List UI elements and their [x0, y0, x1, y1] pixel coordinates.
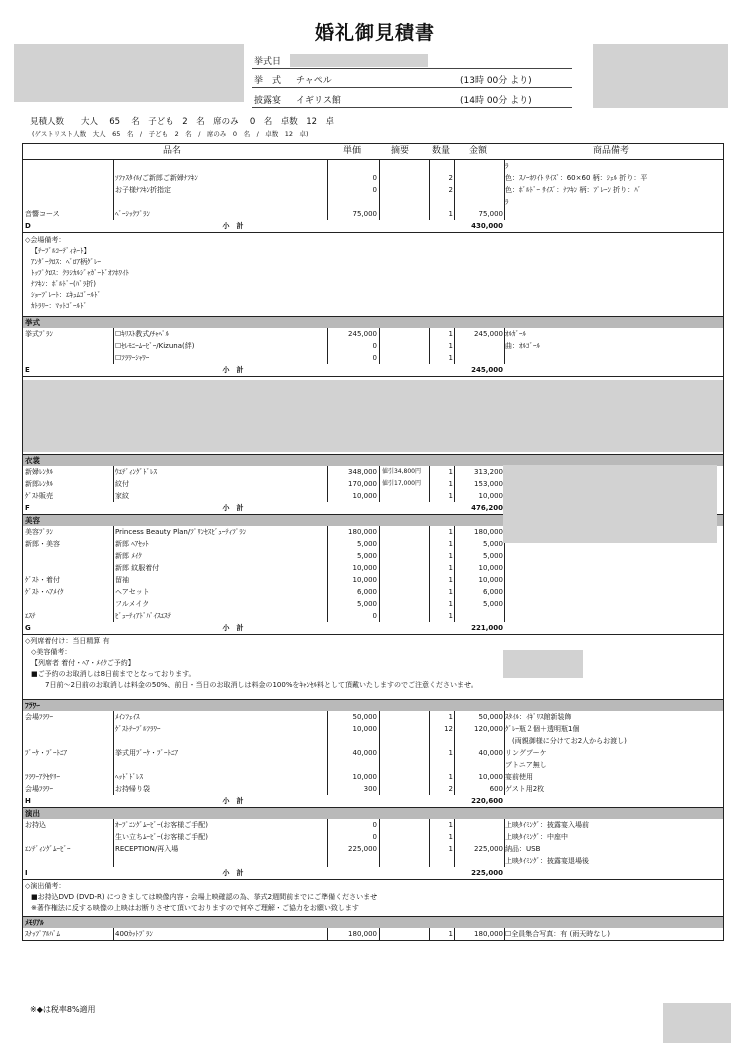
price-cell: 10,000	[352, 576, 377, 584]
note-line: ■ご予約のお取消しは8日前までとなっております。	[31, 670, 196, 678]
section-memorial: ﾒﾓﾘｱﾙ	[23, 917, 723, 928]
price-cell	[333, 735, 377, 747]
price-cell: 0	[372, 833, 377, 841]
ceremony-row	[23, 328, 723, 340]
redacted-costume-remarks	[503, 465, 717, 543]
amount-cell: 10,000	[478, 492, 503, 500]
subtotal-d: D 小 計 430,000	[23, 220, 723, 233]
production-row	[23, 855, 723, 867]
item-name-cell: RECEPTION/再入場	[115, 845, 179, 853]
remark-cell: 上映ﾀｲﾐﾝｸﾞ：披露宴入場前	[505, 821, 589, 829]
remark-cell: (両親御様に分けてお2人からお渡し)	[505, 737, 627, 745]
category-cell	[25, 855, 113, 867]
price-cell	[333, 160, 377, 172]
qty-cell: 2	[448, 174, 453, 182]
reception-time: (14時 00分 より)	[460, 96, 532, 106]
venue-row	[23, 208, 723, 220]
flower-row	[23, 759, 723, 771]
amount-cell: 120,000	[474, 725, 503, 733]
qty-cell: 1	[448, 749, 453, 757]
note-line: 【列席者 着付・ﾍｱ・ﾒｲｸご予約】	[31, 659, 135, 667]
remark-cell: ブトニア無し	[505, 761, 547, 769]
remark-cell: 納品：USB	[505, 845, 541, 853]
item-name-cell: ｳｴﾃﾞｨﾝｸﾞﾄﾞﾚｽ	[115, 468, 157, 476]
remark-cell: 宴前使用	[505, 773, 533, 781]
note-line: ｶﾄﾗﾘｰ：ﾏｯﾄｺﾞｰﾙﾄﾞ	[31, 302, 87, 310]
price-cell: 10,000	[352, 492, 377, 500]
remark-cell: ゲスト用2枚	[505, 785, 545, 793]
item-name-cell: ヘアセット	[115, 588, 150, 596]
item-name-cell: Princess Beauty Plan/ﾌﾟﾘﾝｾｽﾋﾞｭｰﾃｨﾌﾟﾗﾝ	[115, 528, 247, 536]
price-cell: 0	[372, 821, 377, 829]
amount-cell: 5,000	[482, 552, 503, 560]
category-cell: 挙式ﾌﾟﾗﾝ	[25, 330, 53, 338]
guest-list-count: (ゲストリスト人数 大人 65 名 / 子ども 2 名 / 席のみ 0 名 / 卓数 12 卓)	[32, 130, 309, 138]
note-line: ■お持込DVD (DVD-R) につきましては映像内容・会場上映確認の為、挙式2週間前までにご準備くださいませ	[31, 893, 378, 901]
item-name-cell: 新郎 ﾒｲｸ	[115, 552, 142, 560]
note-line: ◇美容備考：	[31, 648, 72, 656]
section-ceremony: 挙式	[23, 317, 723, 328]
item-name-cell: ☐ｷﾘｽﾄ教式/ﾁｬﾍﾟﾙ	[115, 330, 170, 338]
production-row	[23, 819, 723, 831]
qty-cell: 1	[448, 552, 453, 560]
amount-cell	[455, 759, 503, 771]
ceremony-venue: チャペル	[296, 76, 332, 86]
ceremony-row	[23, 340, 723, 352]
price-cell: 225,000	[348, 845, 377, 853]
redacted-block	[23, 380, 723, 452]
remark-cell: ☐全員集合写真：有 (雨天時なし)	[505, 930, 610, 938]
qty-cell: 1	[448, 773, 453, 781]
document-title: 婚礼御見積書	[314, 22, 435, 44]
remark-cell: ﾗ	[505, 162, 509, 170]
col-item: 品名	[163, 146, 182, 156]
qty-cell: 1	[448, 468, 453, 476]
price-cell: 0	[372, 186, 377, 194]
venue-row	[23, 172, 723, 184]
note-line: ◇列席着付け：当日精算 有	[25, 637, 110, 645]
category-cell: 美容ﾌﾟﾗﾝ	[25, 528, 53, 536]
remark-cell: リングブーケ	[505, 749, 547, 757]
ceremony-time: (13時 00分 より)	[460, 76, 532, 86]
category-cell	[25, 184, 113, 196]
subtotal-h: H 小 計 220,600	[23, 795, 723, 808]
qty-cell: 1	[448, 564, 453, 572]
summary-cell: 値引17,000円	[382, 480, 421, 487]
price-cell: 10,000	[352, 773, 377, 781]
price-cell: 10,000	[352, 725, 377, 733]
production-row	[23, 831, 723, 843]
qty-cell: 1	[448, 930, 453, 938]
qty-cell: 1	[448, 612, 453, 620]
qty-cell: 1	[448, 713, 453, 721]
amount-cell	[455, 819, 503, 831]
price-cell: 245,000	[348, 330, 377, 338]
price-cell: 348,000	[348, 468, 377, 476]
redacted-date	[290, 54, 428, 67]
category-cell	[25, 562, 113, 574]
note-line: 【ﾃｰﾌﾞﾙｺｰﾃﾞｨﾈｰﾄ】	[31, 247, 91, 255]
remark-cell	[505, 208, 721, 220]
amount-cell	[455, 352, 503, 364]
amount-cell: 600	[489, 785, 503, 793]
qty-cell: 1	[448, 330, 453, 338]
category-cell	[25, 352, 113, 364]
category-cell: 会場ﾌﾗﾜｰ	[25, 785, 53, 793]
category-cell: ｹﾞｽﾄ・ﾍｱﾒｲｸ	[25, 588, 64, 596]
amount-cell	[455, 160, 503, 172]
item-name-cell: ﾋﾞｭｰﾃｨｱﾄﾞﾊﾞｲｽｴｽﾃ	[115, 612, 171, 620]
price-cell: 170,000	[348, 480, 377, 488]
redacted-footer	[663, 1003, 731, 1043]
price-cell: 10,000	[352, 564, 377, 572]
remark-cell: 上映ﾀｲﾐﾝｸﾞ：中座中	[505, 833, 568, 841]
amount-cell: 5,000	[482, 540, 503, 548]
price-cell: 75,000	[352, 210, 377, 218]
remark-cell: 上映ﾀｲﾐﾝｸﾞ：披露宴退場後	[505, 857, 589, 865]
qty-cell	[431, 735, 453, 747]
table-header	[23, 144, 723, 160]
flower-row	[23, 747, 723, 759]
guest-count: 見積人数 大人 65 名 子ども 2 名 席のみ 0 名 卓数 12 卓	[30, 117, 335, 127]
category-cell: ｹﾞｽﾄ販売	[25, 492, 53, 500]
item-name-cell: ☐ｾﾚﾓﾆｰﾑｰﾋﾞｰ/Kizuna(絆)	[115, 342, 195, 350]
item-name-cell: ﾍｯﾄﾞﾄﾞﾚｽ	[115, 773, 143, 781]
item-name-cell: お子様ﾅﾌｷﾝ折指定	[115, 186, 171, 194]
item-name-cell: 家紋	[115, 492, 129, 500]
item-name-cell: 留袖	[115, 576, 129, 584]
amount-cell: 180,000	[474, 528, 503, 536]
category-cell	[25, 172, 113, 184]
col-remarks: 商品備考	[593, 146, 630, 156]
item-name-cell: ｹﾞｽﾄﾃｰﾌﾞﾙﾌﾗﾜｰ	[115, 725, 161, 733]
category-cell: ﾌﾞｰｹ・ﾌﾞｰﾄﾆｱ	[25, 749, 67, 757]
qty-cell: 1	[448, 480, 453, 488]
qty-cell: 2	[448, 785, 453, 793]
remark-cell: 曲：ｵﾙｺﾞｰﾙ	[505, 342, 540, 350]
col-amount: 金額	[469, 146, 488, 156]
venue-row	[23, 184, 723, 196]
amount-cell	[455, 172, 503, 184]
amount-cell: 313,200	[474, 468, 503, 476]
beauty-row	[23, 586, 723, 598]
ceremony-date-label: 挙式日	[254, 57, 282, 67]
note-line: ※著作権法に反する映像の上映はお断りさせて頂いておりますので何卒ご理解・ご協力をお願い致します	[31, 904, 359, 912]
reception-venue: イギリス館	[296, 96, 341, 106]
amount-cell: 225,000	[474, 845, 503, 853]
price-cell: 40,000	[352, 749, 377, 757]
price-cell: 180,000	[348, 930, 377, 938]
category-cell: ｹﾞｽﾄ・着付	[25, 576, 60, 584]
category-cell	[25, 759, 113, 771]
category-cell: ｽﾅｯﾌﾟｱﾙﾊﾞﾑ	[25, 930, 60, 938]
price-cell: 0	[372, 342, 377, 350]
category-cell	[25, 550, 113, 562]
price-cell: 5,000	[356, 540, 377, 548]
qty-cell: 1	[448, 833, 453, 841]
category-cell	[25, 735, 113, 747]
qty-cell: 1	[448, 210, 453, 218]
item-name-cell: 紋付	[115, 480, 129, 488]
note-line: ﾄｯﾌﾟｸﾛｽ：ｸﾗｼｶﾙｼﾞｬｶﾞｰﾄﾞｵﾌﾎﾜｲﾄ	[31, 269, 129, 277]
note-line: ｱﾝﾀﾞｰｸﾛｽ：ﾍﾞﾛｱ柄ｸﾞﾚｰ	[31, 258, 101, 266]
col-price: 単価	[343, 146, 362, 156]
summary-cell: 値引34,800円	[382, 468, 421, 475]
category-cell: 会場ﾌﾗﾜｰ	[25, 713, 53, 721]
remark-cell: ｽﾀｲﾙ：ｲｷﾞﾘｽ館新装飾	[505, 713, 572, 721]
item-name-cell: 400ｶｯﾄﾌﾟﾗﾝ	[115, 930, 153, 938]
beauty-row	[23, 562, 723, 574]
subtotal-e: E 小 計 245,000	[23, 364, 723, 377]
remark-cell: 色：ｽﾉｰﾎﾜｲﾄ ｻｲｽﾞ：60×60 柄：ｼｪﾙ 折り：平	[505, 174, 648, 182]
amount-cell	[455, 855, 503, 867]
amount-cell: 245,000	[474, 330, 503, 338]
item-name-cell: お持帰り袋	[115, 785, 150, 793]
qty-cell: 1	[448, 354, 453, 362]
price-cell: 0	[372, 174, 377, 182]
subtotal-g: G 小 計 221,000	[23, 622, 723, 635]
price-cell	[333, 196, 377, 208]
price-cell: 0	[372, 354, 377, 362]
flower-row	[23, 711, 723, 723]
amount-cell: 180,000	[474, 930, 503, 938]
redacted-stamp	[593, 44, 728, 108]
category-cell: 新郎・美容	[25, 540, 60, 548]
item-name-cell: ﾒｲﾝﾌｪｲｽ	[115, 713, 140, 721]
category-cell	[25, 723, 113, 735]
amount-cell: 5,000	[482, 600, 503, 608]
qty-cell	[431, 196, 453, 208]
price-cell	[333, 855, 377, 867]
item-name-cell: ﾍﾞｰｼｯｸﾌﾟﾗﾝ	[115, 210, 150, 218]
price-cell: 0	[372, 612, 377, 620]
tax-footnote: ※◆は税率8%適用	[30, 1005, 96, 1014]
item-name-cell: 生い立ちﾑｰﾋﾞｰ(お客様ご手配)	[115, 833, 208, 841]
item-name-cell	[115, 196, 360, 208]
section-flower: ﾌﾗﾜｰ	[23, 700, 723, 711]
amount-cell: 153,000	[474, 480, 503, 488]
price-cell: 300	[363, 785, 377, 793]
ceremony-row	[23, 352, 723, 364]
amount-cell	[455, 196, 503, 208]
qty-cell: 1	[448, 588, 453, 596]
redacted-couple-name	[14, 44, 244, 102]
amount-cell	[455, 184, 503, 196]
col-qty: 数量	[432, 146, 451, 156]
item-name-cell: 新郎 紋服着付	[115, 564, 160, 572]
amount-cell	[455, 340, 503, 352]
flower-row	[23, 723, 723, 735]
flower-row	[23, 771, 723, 783]
note-line: 7日前～2日前のお取消しは料金の50%、前日・当日のお取消しは料金の100%をｷｬﾝｾﾙ料として頂戴いたしますのでご注意くださいませ。	[45, 681, 478, 689]
category-cell: ﾌﾗﾜｰｱｸｾｻﾘｰ	[25, 773, 60, 781]
amount-cell	[455, 831, 503, 843]
subtotal-f: F 小 計 476,200	[23, 502, 723, 515]
qty-cell: 1	[448, 492, 453, 500]
amount-cell: 50,000	[478, 713, 503, 721]
item-name-cell: 挙式用ﾌﾞｰｹ・ﾌﾞｰﾄﾆｱ	[115, 749, 178, 757]
qty-cell: 1	[448, 576, 453, 584]
item-name-cell: ☐ﾌﾗﾜｰｼｬﾜｰ	[115, 354, 150, 362]
qty-cell: 1	[448, 845, 453, 853]
category-cell: ｴﾝﾃﾞｨﾝｸﾞﾑｰﾋﾞｰ	[25, 845, 71, 853]
qty-cell: 12	[444, 725, 453, 733]
qty-cell: 1	[448, 342, 453, 350]
item-name-cell: ｵｰﾌﾟﾆﾝｸﾞﾑｰﾋﾞｰ(お客様ご手配)	[115, 821, 208, 829]
remark-cell: ﾗ	[505, 198, 509, 206]
qty-cell	[431, 759, 453, 771]
note-line: ﾅﾌｷﾝ：ﾎﾞﾙﾄﾞｰ(ﾊﾞﾗ折)	[31, 280, 96, 288]
category-cell: ｴｽﾃ	[25, 612, 36, 620]
subtotal-i: I 小 計 225,000	[23, 867, 723, 880]
venue-row	[23, 160, 723, 172]
price-cell: 50,000	[352, 713, 377, 721]
remark-cell	[505, 352, 721, 364]
memorial-row	[23, 928, 723, 940]
beauty-row	[23, 598, 723, 610]
category-cell	[25, 160, 113, 172]
amount-cell: 10,000	[478, 564, 503, 572]
category-cell: 新郎ﾚﾝﾀﾙ	[25, 480, 53, 488]
item-name-cell	[115, 160, 360, 172]
beauty-row	[23, 610, 723, 622]
price-cell: 180,000	[348, 528, 377, 536]
remark-cell: ｵﾙｶﾞｰﾙ	[505, 330, 526, 338]
beauty-row	[23, 550, 723, 562]
amount-cell: 75,000	[478, 210, 503, 218]
redacted-beauty-remark	[503, 650, 583, 678]
summary-cell	[382, 490, 427, 502]
amount-cell: 10,000	[478, 576, 503, 584]
item-name-cell: ｿﾌｧｽﾀｲﾙ/ご新郎ご新婦ﾅﾌｷﾝ	[115, 174, 198, 182]
qty-cell	[431, 160, 453, 172]
beauty-row	[23, 574, 723, 586]
qty-cell: 1	[448, 540, 453, 548]
item-name-cell: 新郎 ﾍｱｾｯﾄ	[115, 540, 149, 548]
qty-cell: 1	[448, 821, 453, 829]
amount-cell: 6,000	[482, 588, 503, 596]
qty-cell: 1	[448, 528, 453, 536]
amount-cell	[455, 610, 503, 622]
price-cell: 5,000	[356, 600, 377, 608]
amount-cell: 10,000	[478, 773, 503, 781]
category-cell	[25, 196, 113, 208]
qty-cell	[431, 855, 453, 867]
amount-cell	[455, 735, 503, 747]
section-costume: 衣裳	[23, 455, 723, 466]
production-row	[23, 843, 723, 855]
reception-label: 披露宴	[254, 96, 282, 106]
note-line: ◇演出備考：	[25, 882, 66, 890]
category-cell: 音響コース	[25, 210, 60, 218]
category-cell: 新婦ﾚﾝﾀﾙ	[25, 468, 53, 476]
item-name-cell	[115, 759, 360, 771]
qty-cell: 1	[448, 600, 453, 608]
note-line: ｼｮｰﾌﾟﾚｰﾄ：ｴｷｭﾑｺﾞｰﾙﾄﾞ	[31, 291, 101, 299]
category-cell	[25, 831, 113, 843]
flower-row	[23, 783, 723, 795]
remark-cell: ｸﾞﾚｰ瓶２個＋透明瓶1個	[505, 725, 580, 733]
remark-cell: 色：ﾎﾞﾙﾄﾞｰ ｻｲｽﾞ：ﾅﾌｷﾝ 柄：ﾌﾟﾚｰﾝ 折り：ﾊﾞ	[505, 186, 642, 194]
item-name-cell: フルメイク	[115, 600, 150, 608]
section-production: 演出	[23, 808, 723, 819]
flower-row	[23, 735, 723, 747]
ceremony-label: 挙 式	[254, 76, 282, 86]
venue-row	[23, 196, 723, 208]
col-summary: 摘要	[391, 146, 410, 156]
item-name-cell	[115, 735, 360, 747]
amount-cell: 40,000	[478, 749, 503, 757]
section-beauty: 美容	[23, 515, 723, 526]
price-cell: 5,000	[356, 552, 377, 560]
price-cell	[333, 759, 377, 771]
category-cell	[25, 340, 113, 352]
category-cell	[25, 598, 113, 610]
category-cell: お持込	[25, 821, 46, 829]
qty-cell: 2	[448, 186, 453, 194]
item-name-cell	[115, 855, 360, 867]
price-cell: 6,000	[356, 588, 377, 596]
note-line: ◇会場備考：	[25, 236, 66, 244]
